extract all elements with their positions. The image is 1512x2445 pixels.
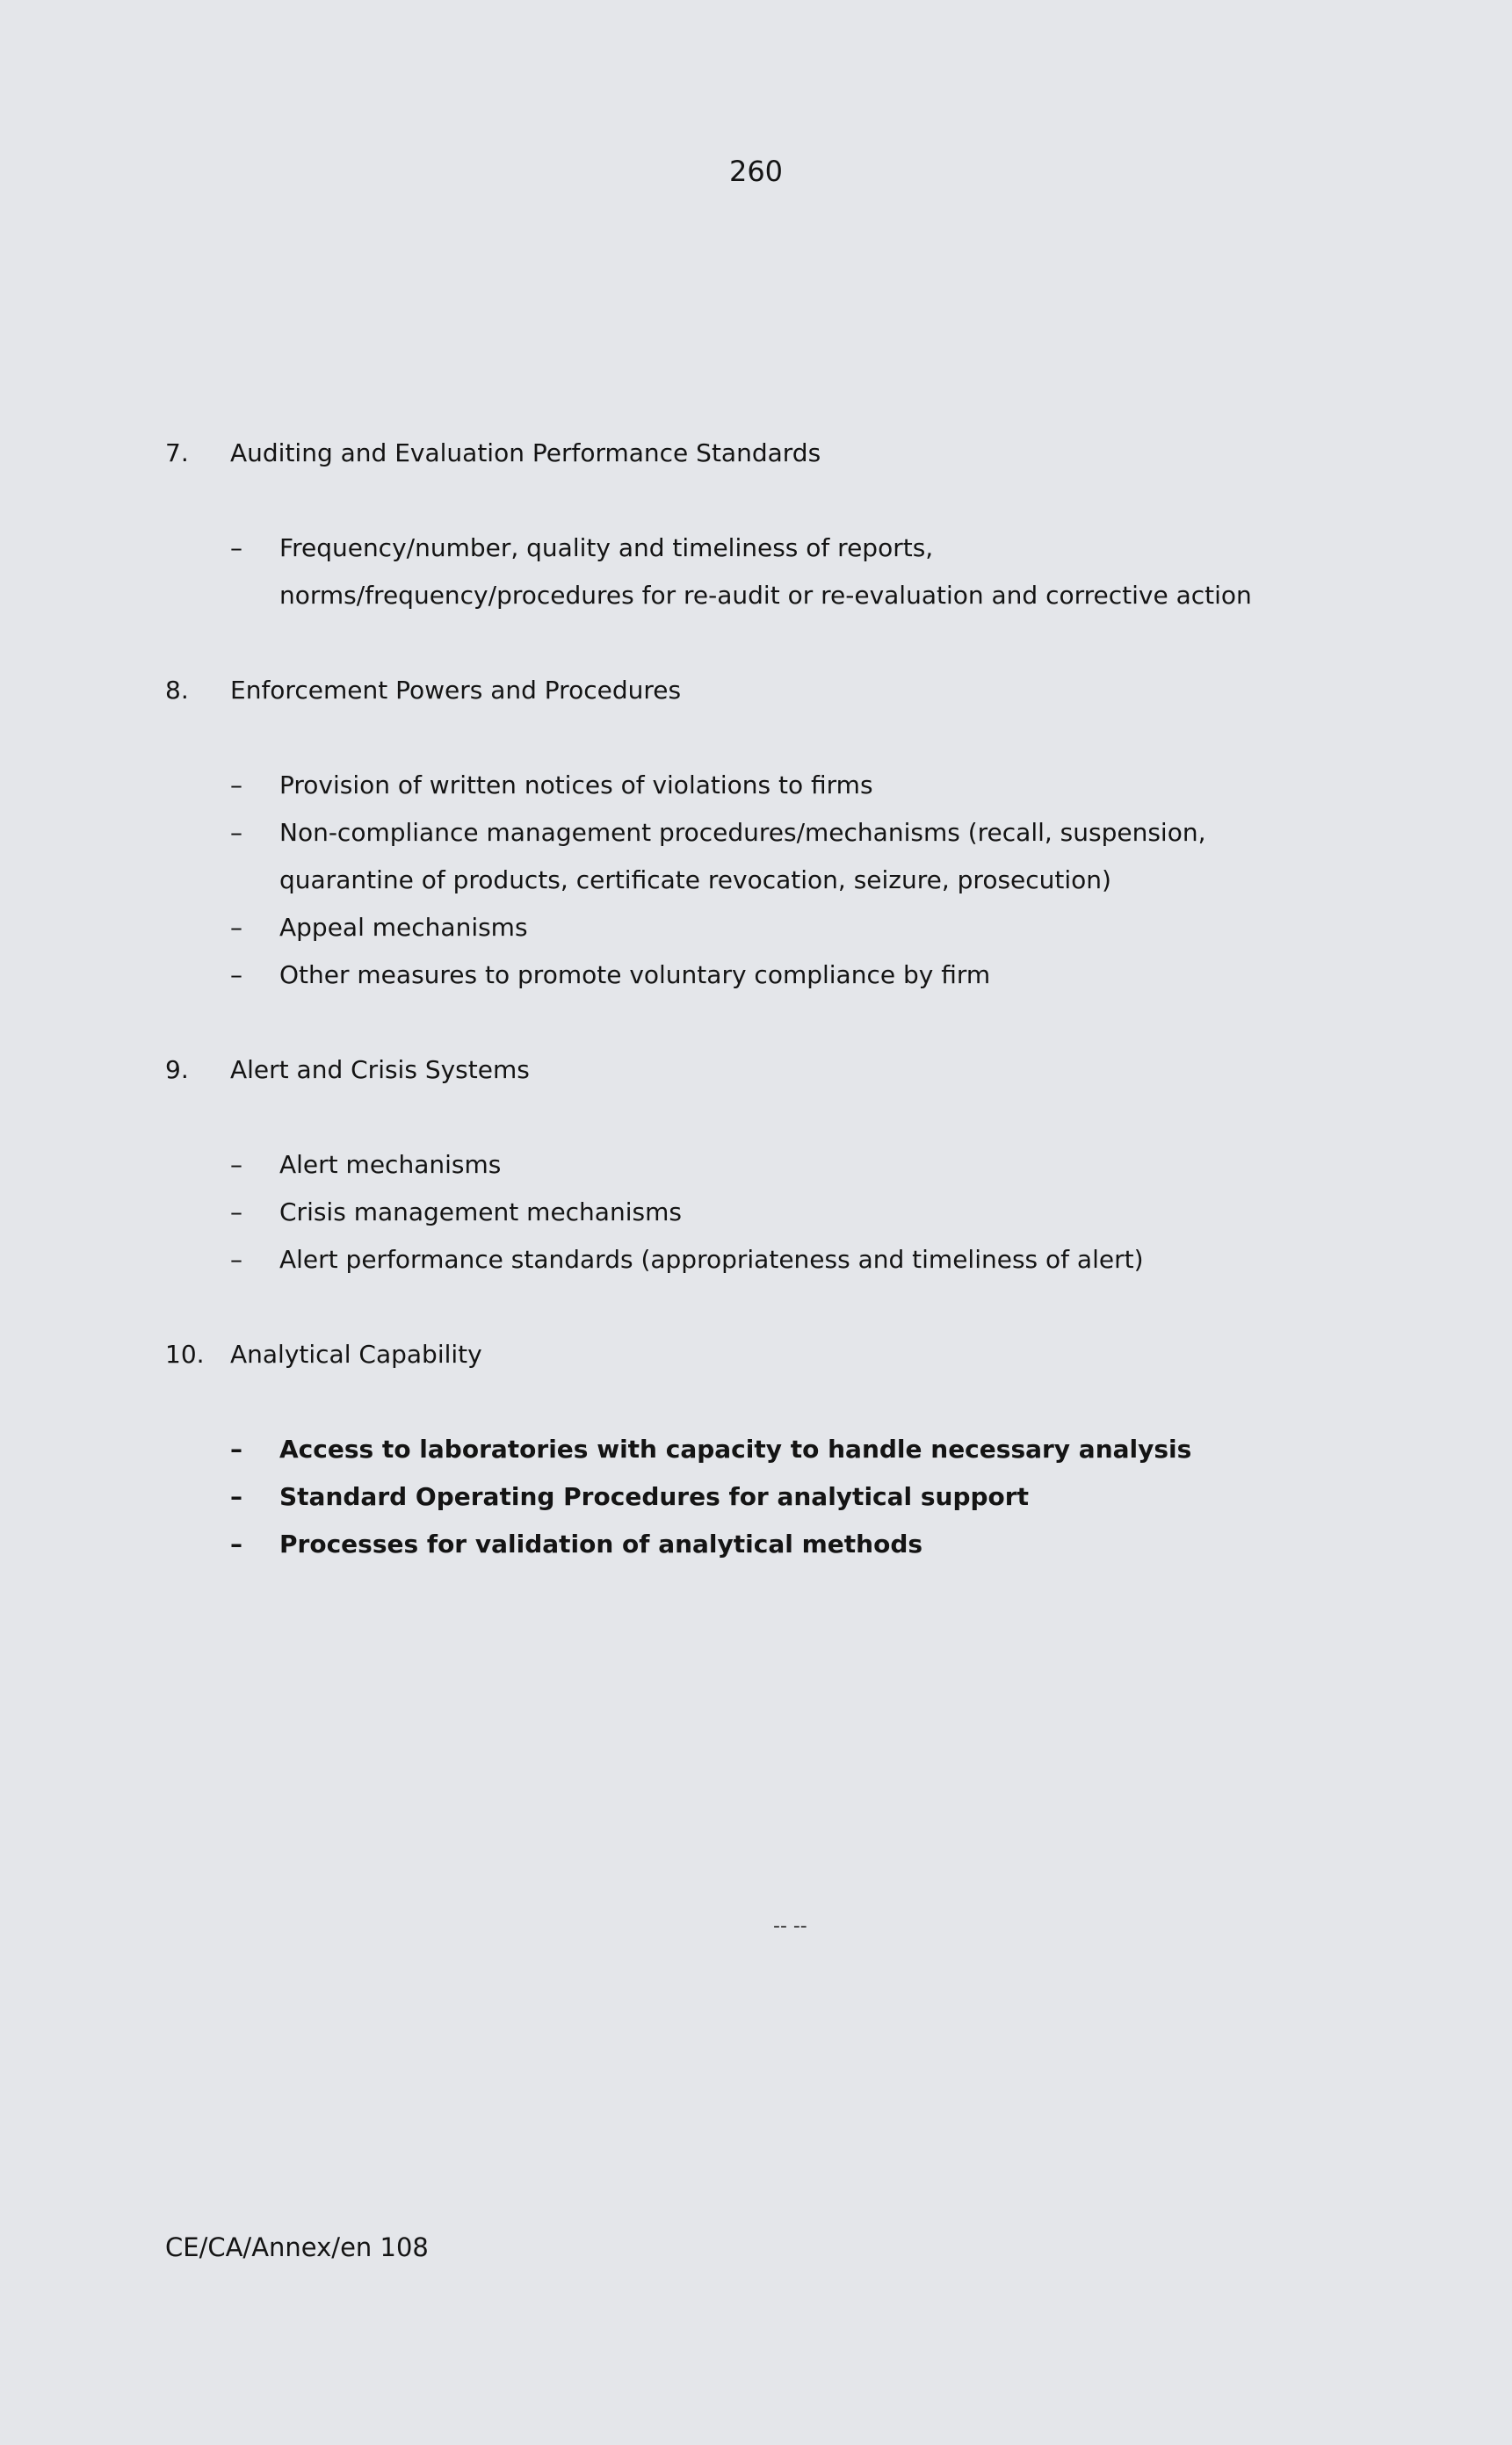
footer-reference: CE/CA/Annex/en 108 bbox=[165, 2232, 429, 2262]
bullet-dash: – bbox=[230, 1435, 242, 1464]
bullet-dash: – bbox=[230, 1482, 242, 1511]
section-title: Auditing and Evaluation Performance Standards bbox=[230, 438, 821, 467]
bullet-dash: – bbox=[230, 533, 242, 562]
bullet-dash: – bbox=[230, 1197, 242, 1226]
list-item-text: Access to laboratories with capacity to handle necessary analysis bbox=[279, 1435, 1192, 1464]
list-item-continuation: norms/frequency/procedures for re-audit or re-evaluation and corrective action bbox=[279, 581, 1252, 610]
section-title: Enforcement Powers and Procedures bbox=[230, 676, 682, 705]
bullet-dash: – bbox=[230, 913, 242, 942]
bullet-dash: – bbox=[230, 960, 242, 989]
section-number: 9. bbox=[165, 1055, 189, 1084]
list-item-text: Frequency/number, quality and timeliness of reports, bbox=[279, 533, 934, 562]
list-item-text: Processes for validation of analytical methods bbox=[279, 1530, 923, 1559]
list-item-continuation: quarantine of products, certificate revocation, seizure, prosecution) bbox=[279, 865, 1111, 894]
list-item-text: Appeal mechanisms bbox=[279, 913, 528, 942]
section-number: 8. bbox=[165, 676, 189, 705]
list-item-text: Crisis management mechanisms bbox=[279, 1197, 682, 1226]
section-heading-10 bbox=[165, 1339, 482, 1371]
section-number: 7. bbox=[165, 438, 189, 467]
list-item-text: Alert mechanisms bbox=[279, 1150, 502, 1179]
section-title: Alert and Crisis Systems bbox=[230, 1055, 530, 1084]
list-item-text: Provision of written notices of violations to firms bbox=[279, 770, 873, 799]
bullet-dash: – bbox=[230, 1245, 242, 1274]
list-item-text: Alert performance standards (appropriateness and timeliness of alert) bbox=[279, 1245, 1144, 1274]
section-heading-9 bbox=[165, 1054, 530, 1086]
section-heading-7 bbox=[165, 438, 821, 469]
bullet-dash: – bbox=[230, 1530, 242, 1559]
page-number: 260 bbox=[728, 155, 784, 188]
end-mark: -- -- bbox=[773, 1915, 807, 1937]
bullet-dash: – bbox=[230, 1150, 242, 1179]
section-heading-8 bbox=[165, 675, 681, 706]
section-number: 10. bbox=[165, 1340, 205, 1369]
list-item-text: Other measures to promote voluntary compliance by firm bbox=[279, 960, 991, 989]
bullet-dash: – bbox=[230, 770, 242, 799]
list-item-text: Non-compliance management procedures/mechanisms (recall, suspension, bbox=[279, 818, 1206, 847]
list-item-text: Standard Operating Procedures for analytical support bbox=[279, 1482, 1029, 1511]
bullet-dash: – bbox=[230, 818, 242, 847]
section-title: Analytical Capability bbox=[230, 1340, 482, 1369]
